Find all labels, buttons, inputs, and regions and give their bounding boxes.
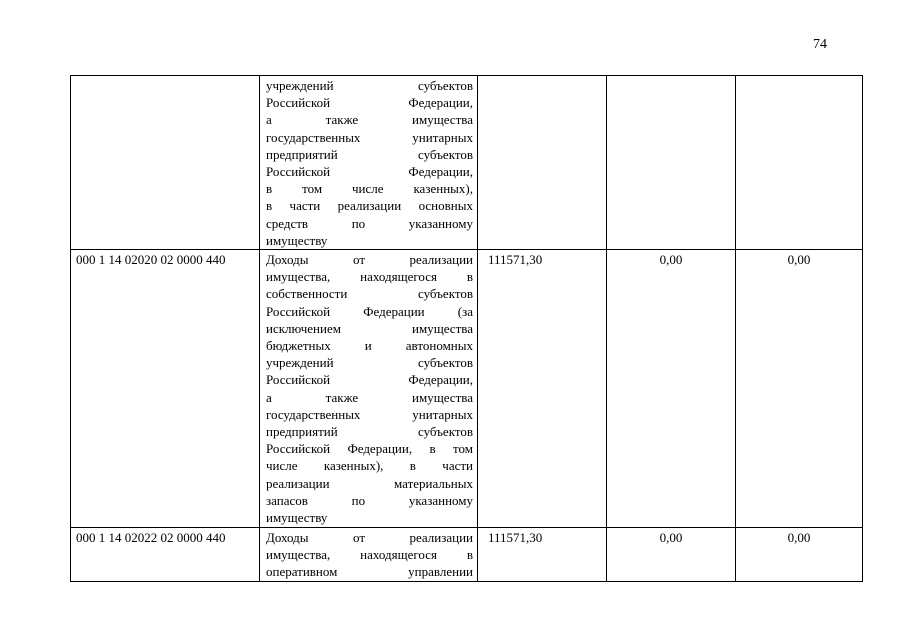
description-word: управлении — [408, 564, 473, 580]
description-word: казенных), — [323, 458, 384, 474]
description-word: субъектов — [417, 286, 473, 302]
table-row — [71, 528, 863, 582]
description-word: исключением — [266, 320, 341, 336]
description-line — [266, 371, 473, 388]
description-word: предприятий — [266, 424, 338, 440]
description-line — [266, 180, 473, 197]
description-word: учреждений — [266, 78, 334, 93]
description-line — [266, 285, 473, 302]
description-line — [266, 146, 473, 163]
description-word: субъектов — [417, 78, 473, 93]
table-row — [71, 76, 863, 250]
description-word: числе — [351, 181, 384, 197]
value-cell-3: 0,00 — [736, 528, 863, 582]
description-word: также — [325, 389, 359, 405]
value-cell-3: 0,00 — [736, 250, 863, 528]
description-word: в — [409, 458, 416, 474]
description-line — [266, 197, 473, 214]
description-line — [266, 475, 473, 492]
description-word: Российской — [266, 95, 331, 111]
description-word: субъектов — [417, 146, 473, 162]
description-word: имущества — [412, 112, 473, 128]
description-word: в — [266, 181, 273, 197]
description-word: числе — [266, 458, 298, 474]
name-cell — [260, 250, 478, 528]
description-word: реализации — [409, 530, 473, 546]
description-word: части — [289, 198, 321, 214]
description-line — [266, 111, 473, 128]
description-line — [266, 492, 473, 509]
description-word: от — [352, 530, 365, 546]
description-word: также — [325, 112, 359, 128]
description-line — [266, 251, 473, 268]
description-word: средств — [266, 215, 309, 231]
description-word: автономных — [405, 338, 473, 354]
description-word: от — [352, 252, 365, 268]
description-word: учреждений — [266, 355, 334, 371]
description-word: указанному — [408, 215, 473, 231]
description-line — [266, 163, 473, 180]
budget-revenue-table — [70, 75, 863, 582]
description-word: реализации — [409, 252, 473, 268]
row-description — [260, 250, 477, 526]
description-word: субъектов — [417, 424, 473, 440]
description-word: в — [429, 441, 436, 457]
description-word: в — [466, 547, 473, 563]
description-word: указанному — [408, 492, 473, 508]
description-word: Российской — [266, 372, 331, 388]
description-line — [266, 546, 473, 563]
description-line — [266, 268, 473, 285]
description-word: казенных), — [413, 181, 473, 197]
value-cell-3 — [736, 76, 863, 250]
description-line — [266, 389, 473, 406]
description-word: имуществу — [266, 232, 328, 248]
description-word: Федерации, — [408, 372, 473, 388]
name-cell — [260, 76, 478, 250]
description-word: субъектов — [417, 355, 473, 371]
description-line — [266, 94, 473, 111]
description-word: в — [266, 198, 273, 214]
value-cell-1 — [478, 76, 607, 250]
description-word: Федерации, — [347, 441, 413, 457]
description-line — [266, 337, 473, 354]
table-row — [71, 250, 863, 528]
description-line — [266, 303, 473, 320]
description-line — [266, 563, 473, 580]
description-word: находящегося — [360, 269, 437, 285]
description-word: основных — [418, 198, 473, 214]
description-word: государственных — [266, 406, 361, 422]
description-word: Доходы — [266, 252, 309, 268]
description-word: и — [364, 338, 372, 354]
description-word: Федерации, — [408, 95, 473, 111]
value-cell-1: 111571,30 — [478, 528, 607, 582]
description-line — [266, 215, 473, 232]
description-word: а — [266, 112, 272, 128]
description-line — [266, 77, 473, 94]
description-word: том — [302, 181, 323, 197]
description-line — [266, 406, 473, 423]
description-word: Доходы — [266, 530, 309, 546]
description-word: Федерации, — [408, 164, 473, 180]
name-cell — [260, 528, 478, 582]
description-line — [266, 529, 473, 546]
description-word: материальных — [394, 475, 473, 491]
description-word: реализации — [266, 475, 330, 491]
description-word: Российской — [266, 303, 331, 319]
value-cell-2: 0,00 — [607, 250, 736, 528]
description-word: запасов — [266, 492, 308, 508]
description-word: (за — [457, 303, 473, 319]
value-cell-2 — [607, 76, 736, 250]
description-word: Федерации — [363, 303, 425, 319]
page-number: 74 — [813, 37, 827, 52]
description-word: оперативном — [266, 564, 338, 580]
description-word: по — [351, 492, 366, 508]
value-cell-2: 0,00 — [607, 528, 736, 582]
code-cell: 000 1 14 02022 02 0000 440 — [71, 528, 260, 582]
description-word: находящегося — [360, 547, 437, 563]
description-word: предприятий — [266, 146, 338, 162]
description-word: в — [466, 269, 473, 285]
description-line — [266, 232, 473, 249]
description-line — [266, 423, 473, 440]
description-line — [266, 320, 473, 337]
description-word: части — [442, 458, 473, 474]
description-word: а — [266, 389, 272, 405]
description-word: том — [453, 441, 473, 457]
description-word: имуществу — [266, 510, 328, 526]
description-word: унитарных — [412, 129, 473, 145]
description-word: государственных — [266, 129, 361, 145]
description-line — [266, 440, 473, 457]
description-word: по — [351, 215, 366, 231]
description-word: Российской — [266, 164, 331, 180]
code-cell: 000 1 14 02020 02 0000 440 — [71, 250, 260, 528]
description-word: имущества, — [266, 547, 331, 563]
description-word: собственности — [266, 286, 348, 302]
code-cell — [71, 76, 260, 250]
description-word: имущества — [412, 389, 473, 405]
description-word: имущества — [412, 320, 473, 336]
description-line — [266, 129, 473, 146]
row-description — [260, 528, 477, 581]
description-word: имущества, — [266, 269, 331, 285]
description-line — [266, 509, 473, 526]
description-word: Российской — [266, 441, 331, 457]
description-word: унитарных — [412, 406, 473, 422]
description-line — [266, 354, 473, 371]
description-line — [266, 457, 473, 474]
value-cell-1: 111571,30 — [478, 250, 607, 528]
row-description — [260, 76, 477, 249]
description-word: реализации — [337, 198, 402, 214]
description-word: бюджетных — [266, 338, 331, 354]
table-body — [71, 76, 863, 582]
